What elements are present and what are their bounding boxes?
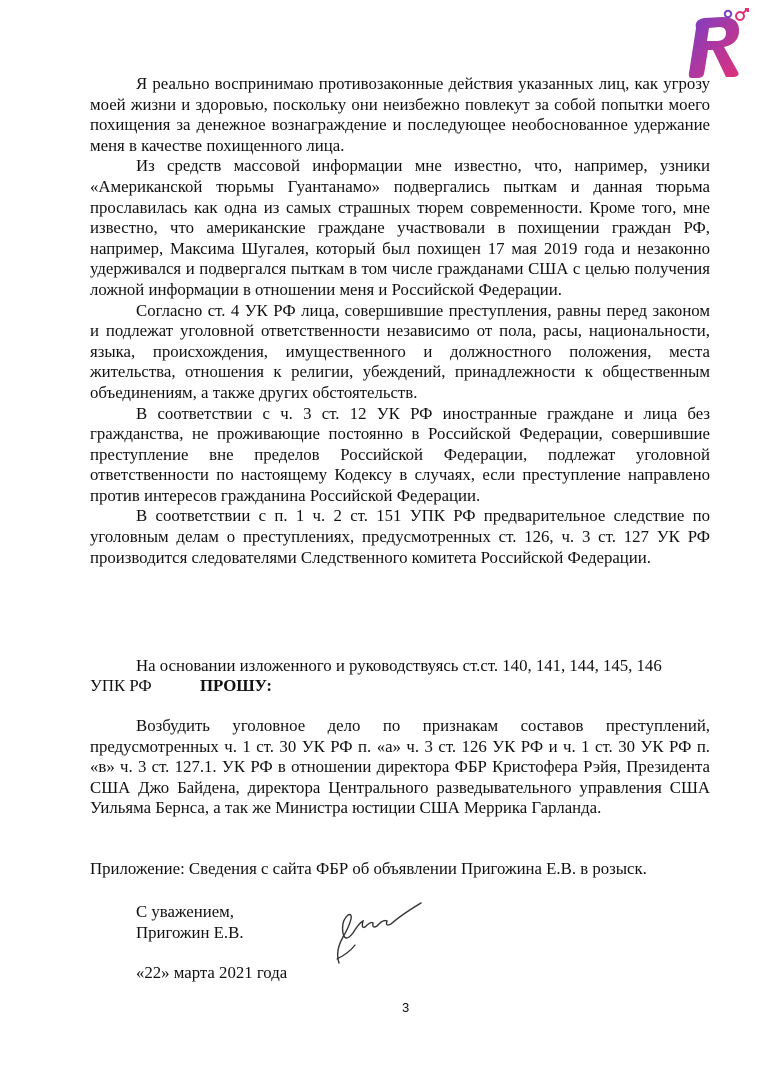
body-text [90,74,710,568]
request-word: ПРОШУ: [200,676,272,695]
request-heading [90,676,272,697]
paragraph-upk-article-151: В соответствии с п. 1 ч. 2 ст. 151 УПК РФ предварительное следствие по уголовным делам о преступлениях, предусмотренных ст. 126, ч. 3 ст. 127 УК РФ производится следователями Следственного комитета Российской Федерации. [90,506,710,567]
paragraph-threat: Я реально воспринимаю противозаконные действия указанных лиц, как угрозу моей жизни и здоровью, поскольку они неизбежно повлекут за собой попытки моего похищения за денежное вознаграждение и последующее необоснованное удержание меня в качестве похищенного лица. [90,74,710,155]
basis-text [90,656,710,677]
upk-label: УПК РФ [90,676,152,695]
paragraph-uk-article-12: В соответствии с ч. 3 ст. 12 УК РФ иностранные граждане и лица без гражданства, не проживающие постоянно в Российской Федерации, совершившие преступление вне пределов Российской Федерации, подлежат уголовной ответственности по настоящему Кодексу в случаях, если преступление направлено против интересов гражданина Российской Федерации. [90,403,710,505]
closing-regards: С уважением, [136,902,234,921]
r-logo-icon [682,8,752,84]
basis-line: На основании изложенного и руководствуясь ст.ст. 140, 141, 144, 145, 146 [136,656,662,675]
paragraph-uk-article-4: Согласно ст. 4 УК РФ лица, совершившие преступления, равны перед законом и подлежат уголовной ответственности независимо от пола, расы, национальности, языка, происхождения, имущественного и должностного положения, места жительства, отношения к религии, убеждений, принадлежности к общественным объединениям, а также других обстоятельств. [90,300,710,402]
document-date: «22» марта 2021 года [136,963,288,982]
request-paragraph: Возбудить уголовное дело по признакам составов преступлений, предусмотренных ч. 1 ст. 30 УК РФ п. «а» ч. 3 ст. 126 УК РФ и ч. 1 ст. 30 УК РФ п. «в» ч. 3 ст. 127.1. УК РФ в отношении директора ФБР Кристофера Рэйя, Президента США Джо Байдена, директора Центрального разведывательного управления США Уильяма Бернса, а так же Министра юстиции США Меррика Гарланда. [90,716,710,818]
request-text [90,716,710,819]
closing-block [136,902,244,943]
page-number: 3 [402,1000,410,1015]
paragraph-guantanamo: Из средств массовой информации мне известно, что, например, узники «Американской тюрьмы Гуантанамо» подвергались пыткам и данная тюрьма прославилась как одна из самых страшных тюрем современности. Кроме того, мне известно, что американские граждане участвовали в похищении граждан РФ, например, Максима Шугалея, который был похищен 17 мая 2019 года и незаконно удерживался и подвергался пыткам в том числе гражданами США с целью получения ложной информации в отношении меня и Российской Федерации. [90,156,710,299]
handwritten-signature-icon [325,893,435,968]
appendix-line: Приложение: Сведения с сайта ФБР об объявлении Пригожина Е.В. в розыск. [90,859,647,878]
closing-name: Пригожин Е.В. [136,922,244,942]
